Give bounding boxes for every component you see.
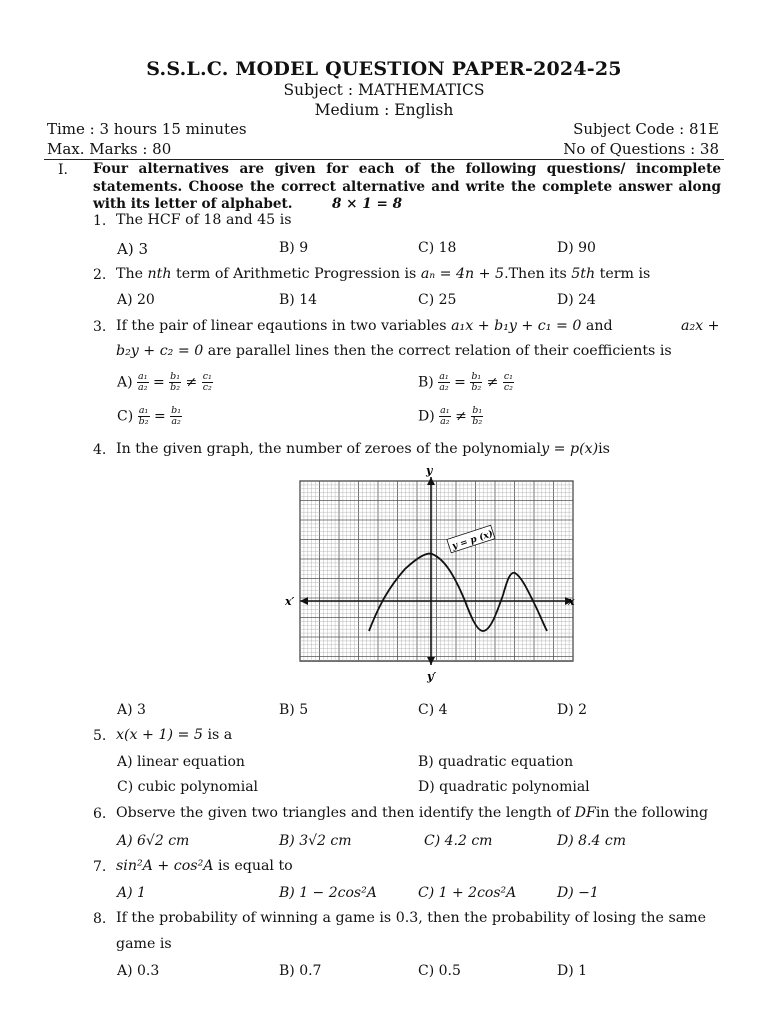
- question-number: 8.: [93, 911, 107, 927]
- fraction: $\frac{\text{b₁}}{\text{b₂}}$: [472, 405, 483, 427]
- x-axis-label: x: [568, 595, 575, 608]
- option-a: A) 20: [117, 292, 155, 308]
- graph-grid: [300, 481, 573, 661]
- question-text: [116, 858, 724, 874]
- q-text-part: If the pair of linear eqautions in two variables: [116, 318, 452, 334]
- section-number: I.: [58, 162, 68, 178]
- q-math: b₂y + c₂ = 0: [116, 343, 204, 359]
- header-divider: [44, 159, 724, 160]
- q-math: a₁x + b₁y + c₁ = 0: [451, 318, 582, 334]
- q-math: sin²A + cos²A: [116, 858, 214, 874]
- medium-line: Medium : English: [314, 101, 454, 119]
- question-text-line2: game is: [116, 936, 172, 952]
- fraction: $\frac{\text{b₁}}{\text{b₂}}$: [471, 371, 482, 393]
- question-text: [116, 441, 724, 457]
- option-c: [117, 406, 182, 427]
- question-text-line2: [116, 343, 724, 359]
- not-equal-sign: ≠: [486, 374, 499, 391]
- q-math: nth: [147, 266, 172, 282]
- header-row-1: [47, 120, 719, 138]
- option-d: D) 1: [557, 963, 588, 979]
- q-text-part: are parallel lines then the correct relation of their coefficients is: [203, 343, 672, 359]
- question-number: 6.: [93, 806, 107, 822]
- question-text: If the probability of winning a game is 0.3, then the probability of losing the same: [116, 910, 707, 926]
- option-b: B) 5: [279, 702, 309, 718]
- option-letter: D): [418, 408, 435, 425]
- option-b: [418, 372, 514, 393]
- option-b: B) 1 − 2cos²A: [279, 885, 377, 901]
- option-a: A) linear equation: [117, 754, 245, 770]
- q-math: 5th: [571, 266, 596, 282]
- question-number: 7.: [93, 859, 107, 875]
- q-math: DF: [574, 805, 596, 821]
- option-c: C) 18: [418, 240, 457, 256]
- option-letter: C): [117, 408, 134, 425]
- subject-line: Subject : MATHEMATICS: [283, 81, 485, 99]
- question-text: [116, 727, 724, 743]
- option-b: B) 9: [279, 240, 309, 256]
- question-number: 1.: [93, 213, 107, 229]
- q-text-part: In the given graph, the number of zeroes of the polynomial: [116, 441, 542, 457]
- max-marks-label: Max. Marks : 80: [47, 140, 172, 158]
- question-text: The HCF of 18 and 45 is: [116, 212, 292, 228]
- section-instruction: [93, 161, 721, 214]
- fraction: $\frac{\text{b₁}}{\text{a₂}}$: [171, 405, 182, 427]
- q-text-part: The: [116, 266, 148, 282]
- section-marks: 8 × 1 = 8: [331, 196, 403, 212]
- option-c: C) 1 + 2cos²A: [418, 885, 517, 901]
- option-d: D) 2: [557, 702, 588, 718]
- question-text: [116, 805, 724, 821]
- q-text-part: term is: [595, 266, 651, 282]
- option-a: A) 6√2 cm: [117, 833, 190, 849]
- polynomial-graph: [285, 463, 585, 685]
- x-neg-axis-label: x′: [285, 595, 295, 608]
- option-b: B) 0.7: [279, 963, 322, 979]
- fraction: $\frac{\text{a₁}}{\text{b₂}}$: [138, 405, 149, 427]
- option-b: B) 3√2 cm: [279, 833, 352, 849]
- question-number: 3.: [93, 319, 107, 335]
- equals-sign: =: [152, 374, 165, 391]
- equals-sign: =: [454, 374, 466, 391]
- fraction: $\frac{\text{b₁}}{\text{b₂}}$: [170, 371, 181, 393]
- subject-code-label: Subject Code : 81E: [573, 120, 719, 138]
- option-c: C) 25: [418, 292, 457, 308]
- fraction: $\frac{\text{a₁}}{\text{a₂}}$: [439, 371, 449, 393]
- option-c: C) 4: [418, 702, 448, 718]
- option-d: D) 8.4 cm: [557, 833, 626, 849]
- q-text-part: Observe the given two triangles and then identify the length of: [116, 805, 575, 821]
- instruction-text: Four alternatives are given for each of the following questions/ incomplete statements. Choose the correct alternative and write the complete answer along with its letter of alphabet.: [93, 161, 721, 212]
- question-number: 5.: [93, 728, 107, 744]
- q-text-part: is: [598, 441, 610, 457]
- option-c: C) 0.5: [418, 963, 461, 979]
- option-a: [117, 372, 213, 393]
- not-equal-sign: ≠: [455, 408, 467, 425]
- q-text-part: .Then its: [504, 266, 572, 282]
- q-math: y = p(x): [541, 441, 599, 457]
- header-row-2: [47, 140, 719, 158]
- option-a: A) 3: [117, 240, 148, 258]
- question-number: 2.: [93, 267, 107, 283]
- q-text-part: and: [581, 318, 613, 334]
- option-a: A) 0.3: [117, 963, 160, 979]
- paper-title: S.S.L.C. MODEL QUESTION PAPER-2024-25: [146, 58, 622, 80]
- option-a: A) 1: [117, 885, 146, 901]
- curve-label: y = p (x): [450, 529, 495, 552]
- fraction: $\frac{\text{a₁}}{\text{a₂}}$: [138, 371, 148, 393]
- q-text-part: is a: [202, 727, 233, 743]
- fraction: $\frac{\text{a₁}}{\text{a₂}}$: [440, 405, 450, 427]
- q-text-part: term of Arithmetic Progression is: [171, 266, 421, 282]
- question-number: 4.: [93, 442, 107, 458]
- option-c: C) 4.2 cm: [424, 833, 493, 849]
- fraction: $\frac{\text{c₁}}{\text{c₂}}$: [202, 371, 212, 393]
- y-neg-axis-label: y′: [427, 670, 437, 683]
- option-letter: A): [117, 374, 133, 391]
- option-b: B) quadratic equation: [418, 754, 574, 770]
- option-d: D) −1: [557, 885, 599, 901]
- option-letter: B): [418, 374, 434, 391]
- option-d: D) 24: [557, 292, 596, 308]
- option-d: D) quadratic polynomial: [418, 779, 590, 795]
- option-d: [418, 406, 483, 427]
- option-b: B) 14: [279, 292, 318, 308]
- time-label: Time : 3 hours 15 minutes: [47, 120, 247, 138]
- q-math: x(x + 1) = 5: [116, 727, 203, 743]
- question-text: [116, 318, 724, 334]
- y-axis-label: y: [426, 464, 433, 477]
- option-c: C) cubic polynomial: [117, 779, 259, 795]
- option-a: A) 3: [117, 702, 146, 718]
- option-d: D) 90: [557, 240, 596, 256]
- no-of-questions-label: No of Questions : 38: [563, 140, 719, 158]
- not-equal-sign: ≠: [185, 374, 198, 391]
- q-text-part: is equal to: [213, 858, 293, 874]
- equals-sign: =: [153, 408, 166, 425]
- q-text-part: in the following: [595, 805, 709, 821]
- question-text: [116, 266, 724, 282]
- q-math: a₂x +: [681, 318, 720, 334]
- q-math: aₙ = 4n + 5: [420, 266, 505, 282]
- fraction: $\frac{\text{c₁}}{\text{c₂}}$: [503, 371, 513, 393]
